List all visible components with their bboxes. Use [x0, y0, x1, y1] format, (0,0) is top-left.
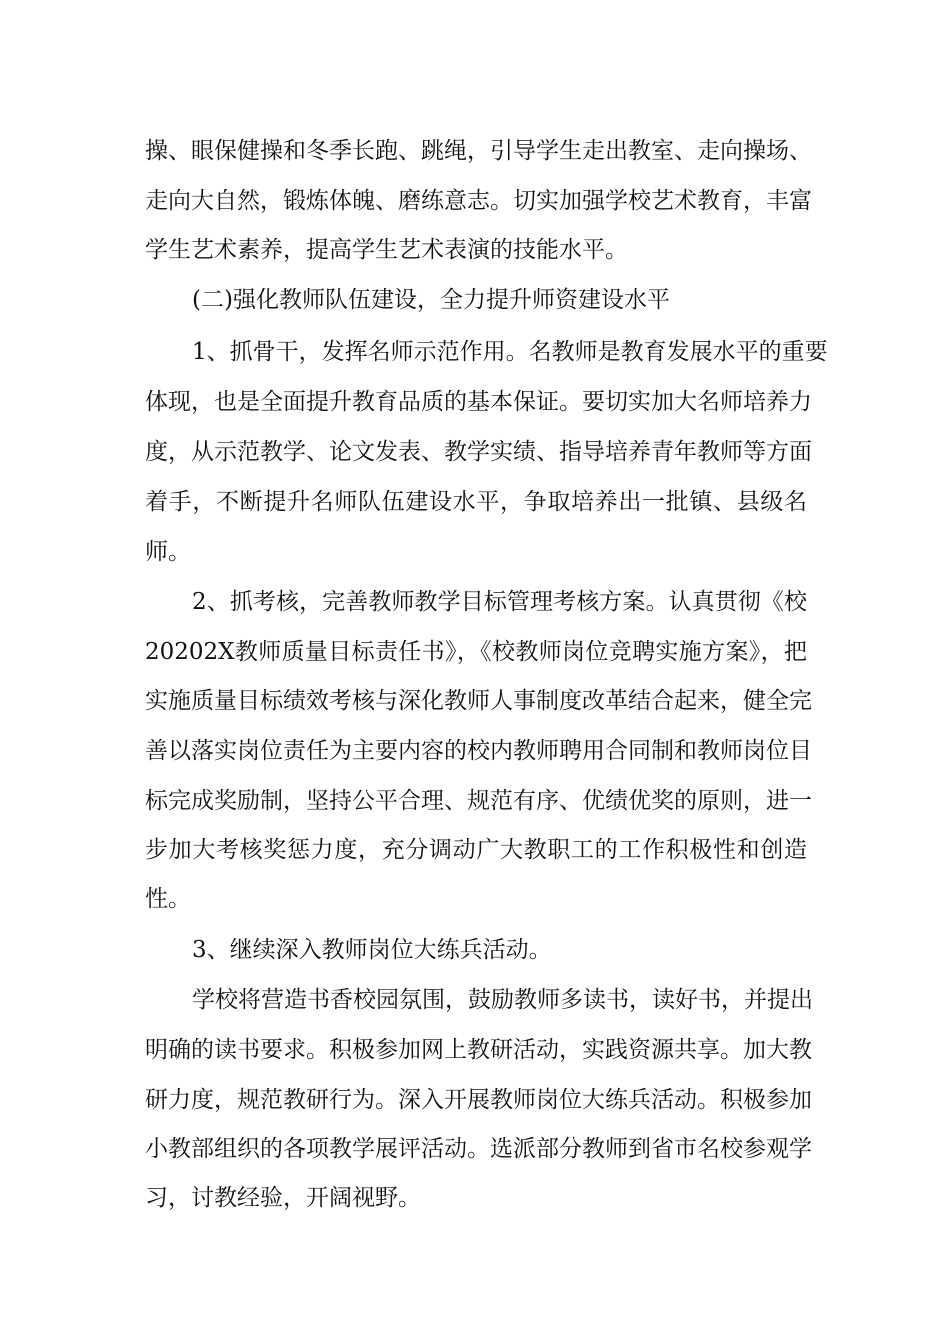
text-line-19: 明确的读书要求。积极参加网上教研活动，实践资源共享。加大教: [145, 1037, 812, 1063]
text-line-16: 性。: [145, 886, 191, 912]
text-line-1: 操、眼保健操和冬季长跑、跳绳，引导学生走出教室、走向操场、: [145, 138, 812, 164]
text-line-20: 研力度，规范教研行为。深入开展教师岗位大练兵活动。积极参加: [145, 1087, 812, 1113]
text-line-18: 学校将营造书香校园氛围，鼓励教师多读书，读好书，并提出: [192, 987, 813, 1013]
text-line-12: 实施质量目标绩效考核与深化教师人事制度改革结合起来，健全完: [145, 688, 812, 714]
text-line-2: 走向大自然，锻炼体魄、磨练意志。切实加强学校艺术教育，丰富: [145, 188, 812, 214]
text-line-9: 师。: [145, 539, 191, 565]
text-line-3: 学生艺术素养，提高学生艺术表演的技能水平。: [145, 237, 628, 263]
text-line-15: 步加大考核奖惩力度，充分调动广大教职工的工作积极性和创造: [145, 837, 807, 863]
section-heading-2: (二)强化教师队伍建设，全力提升师资建设水平: [192, 287, 670, 313]
text-line-11: 20202X教师质量目标责任书》，《校教师岗位竞聘实施方案》，把: [145, 639, 807, 665]
text-line-6: 体现，也是全面提升教育品质的基本保证。要切实加大名师培养力: [145, 389, 812, 415]
text-line-5: 1、抓骨干，发挥名师示范作用。名教师是教育发展水平的重要: [192, 339, 828, 365]
text-line-8: 着手，不断提升名师队伍建设水平，争取培养出一批镇、县级名: [145, 489, 807, 515]
text-line-10: 2、抓考核，完善教师教学目标管理考核方案。认真贯彻《校: [192, 589, 807, 615]
text-line-14: 标完成奖励制，坚持公平合理、规范有序、优绩优奖的原则，进一: [145, 788, 812, 814]
text-line-22: 习，讨教经验，开阔视野。: [145, 1185, 421, 1211]
text-line-7: 度，从示范教学、论文发表、教学实绩、指导培养青年教师等方面: [145, 439, 812, 465]
text-line-21: 小教部组织的各项教学展评活动。选派部分教师到省市名校参观学: [145, 1136, 812, 1162]
text-line-13: 善以落实岗位责任为主要内容的校内教师聘用合同制和教师岗位目: [145, 738, 812, 764]
text-line-17: 3、继续深入教师岗位大练兵活动。: [192, 937, 552, 963]
